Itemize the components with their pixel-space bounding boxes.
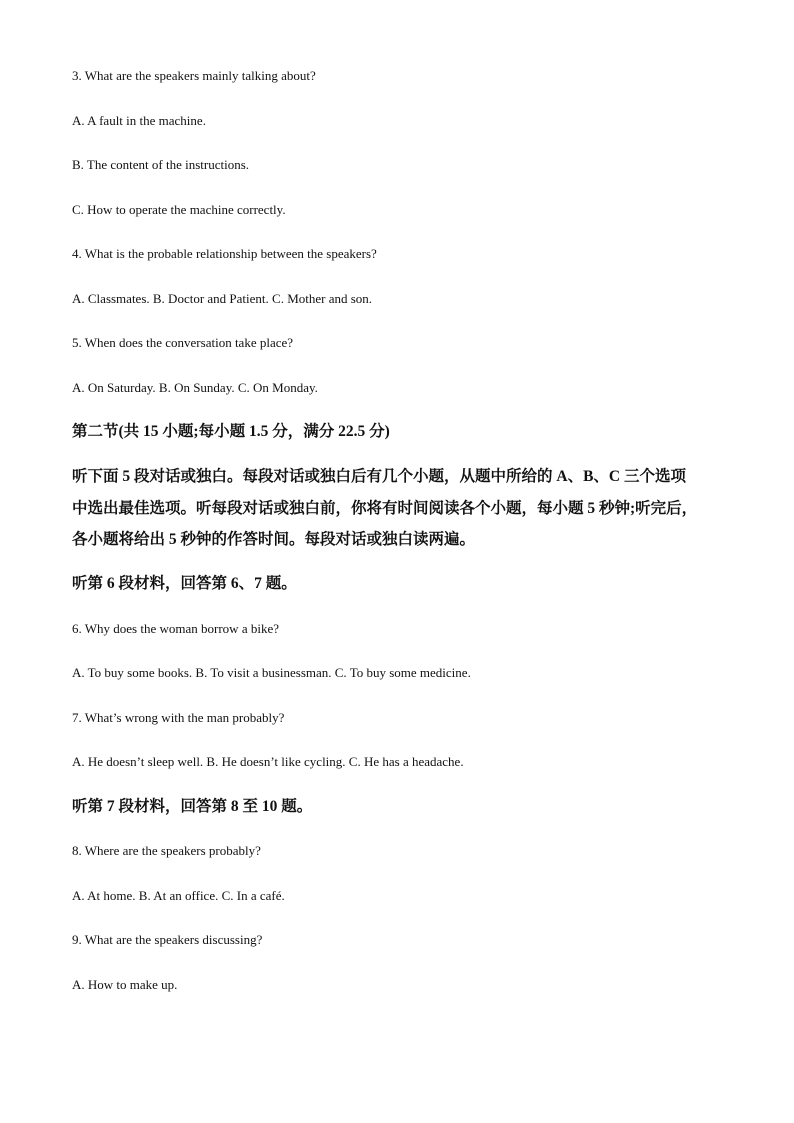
option-3b: B. The content of the instructions. [72,157,250,172]
question-7: 7. What’s wrong with the man probably? [72,710,285,725]
material-6-heading: 听第 6 段材料，回答第 6、7 题。 [72,575,297,592]
section-2-heading: 第二节(共 15 小题;每小题 1.5 分，满分 22.5 分) [72,423,390,440]
option-9a: A. How to make up. [72,977,178,992]
options-7: A. He doesn’t sleep well. B. He doesn’t like cycling. C. He has a headache. [72,754,464,769]
options-5: A. On Saturday. B. On Sunday. C. On Monday. [72,380,318,395]
material-7-heading: 听第 7 段材料，回答第 8 至 10 题。 [72,798,313,815]
options-4: A. Classmates. B. Doctor and Patient. C. Mother and son. [72,291,373,306]
option-3a: A. A fault in the machine. [72,113,206,128]
question-4: 4. What is the probable relationship between the speakers? [72,246,377,261]
instructions-line-3: 各小题将给出 5 秒钟的作答时间。每段对话或独白读两遍。 [72,531,476,548]
question-8: 8. Where are the speakers probably? [72,843,261,858]
option-3c: C. How to operate the machine correctly. [72,202,286,217]
question-3: 3. What are the speakers mainly talking about? [72,68,316,83]
options-6: A. To buy some books. B. To visit a businessman. C. To buy some medicine. [72,665,471,680]
instructions-line-1: 听下面 5 段对话或独白。每段对话或独白后有几个小题，从题中所给的 A、B、C 三个选项 [72,468,686,485]
question-6: 6. Why does the woman borrow a bike? [72,621,279,636]
question-5: 5. When does the conversation take place? [72,335,294,350]
question-9: 9. What are the speakers discussing? [72,932,263,947]
options-8: A. At home. B. At an office. C. In a café. [72,888,285,903]
instructions-line-2: 中选出最佳选项。听每段对话或独白前，你将有时间阅读各个小题，每小题 5 秒钟;听完后， [72,500,698,517]
